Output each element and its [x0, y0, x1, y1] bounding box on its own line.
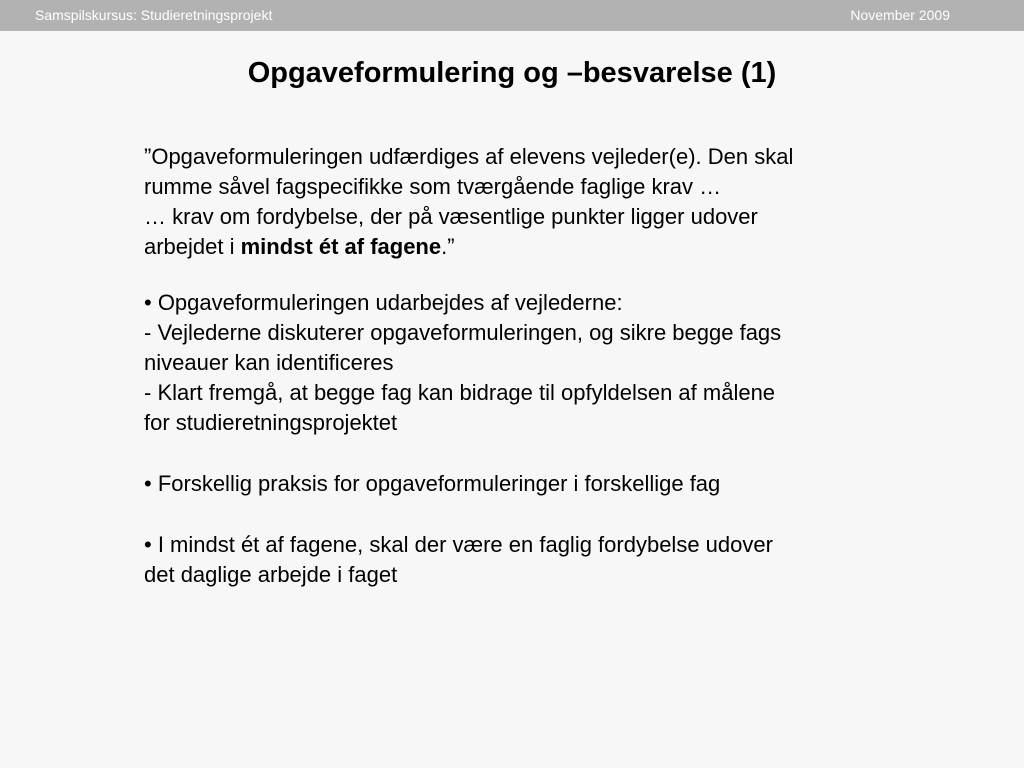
bullet-line: niveauer kan identificeres: [144, 350, 394, 375]
header-bar: [0, 0, 1024, 31]
quote-line: … krav om fordybelse, der på væsentlige punkter ligger udover: [144, 204, 758, 229]
date-label: November 2009: [850, 7, 950, 23]
course-title: Samspilskursus: Studieretningsprojekt: [35, 7, 273, 23]
quote-text: arbejdet i: [144, 234, 241, 259]
bullet-line: • I mindst ét af fagene, skal der være en faglig fordybelse udover: [144, 532, 773, 557]
spacer: [144, 499, 904, 530]
quote-emphasis: mindst ét af fagene: [240, 234, 442, 259]
quote-line: rumme såvel fagspecifikke som tværgående faglige krav …: [144, 174, 722, 199]
bullet-line: - Klart fremgå, at begge fag kan bidrage til opfyldelsen af målene: [144, 380, 776, 405]
quote-line: [144, 232, 904, 262]
spacer: [144, 262, 904, 288]
quote-block: [144, 142, 904, 262]
bullet-fordybelse: [144, 530, 904, 590]
bullet-vejledere: [144, 288, 904, 438]
bullet-line: • Opgaveformuleringen udarbejdes af vejlederne:: [144, 290, 623, 315]
bullet-line: for studieretningsprojektet: [144, 410, 398, 435]
bullet-line: - Vejlederne diskuterer opgaveformuleringen, og sikre begge fags: [144, 320, 782, 345]
quote-line: ”Opgaveformuleringen udfærdiges af elevens vejleder(e). Den skal: [144, 144, 794, 169]
bullet-line: det daglige arbejde i faget: [144, 562, 398, 587]
bullet-praksis: [144, 469, 904, 499]
slide-content: [144, 142, 904, 590]
slide-title: Opgaveformulering og –besvarelse (1): [247, 57, 777, 89]
quote-text: .”: [441, 234, 455, 259]
bullet-line: • Forskellig praksis for opgaveformuleringer i forskellige fag: [144, 471, 721, 496]
spacer: [144, 438, 904, 469]
